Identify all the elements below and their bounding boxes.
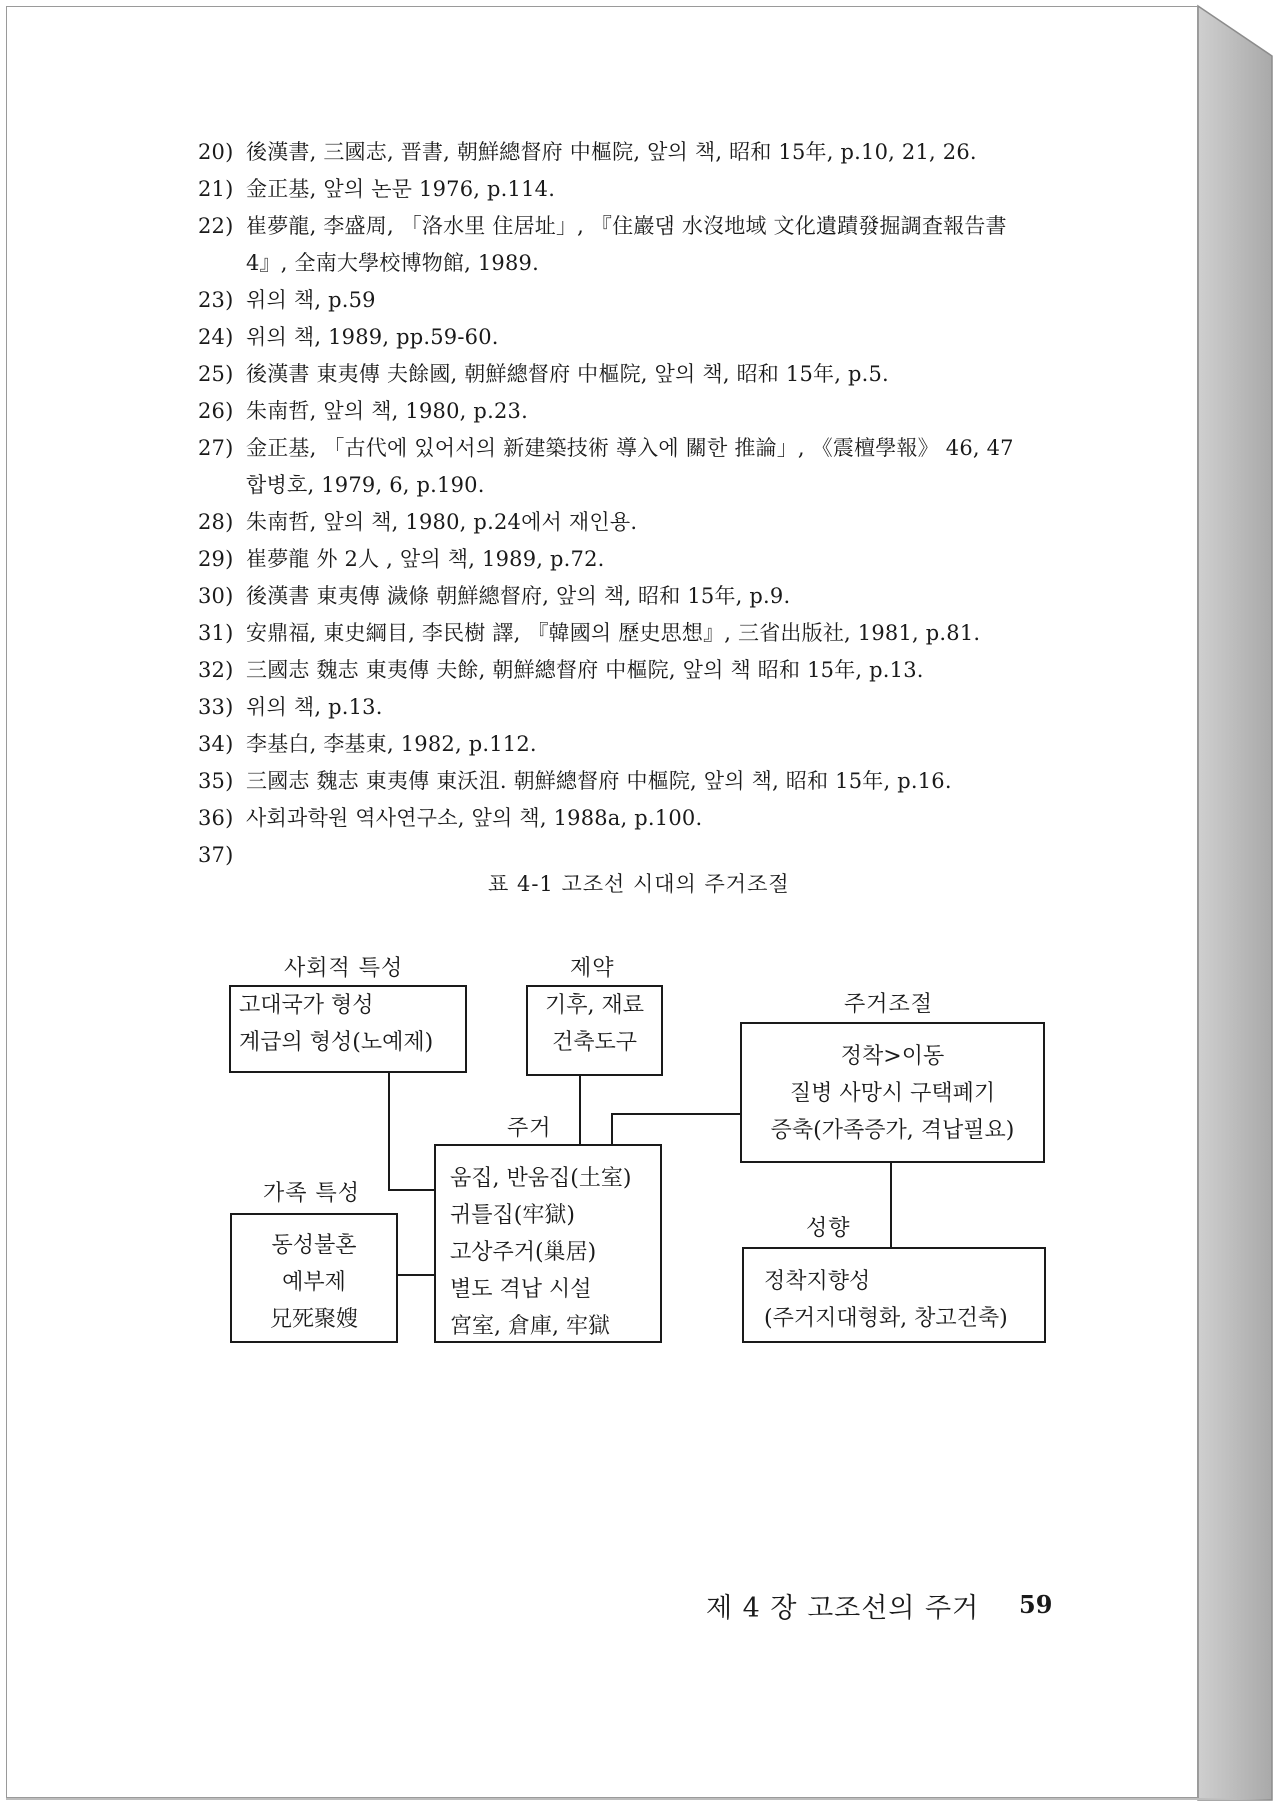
footnote-number: 22) [198,214,234,238]
housing-line: 움집, 반움집(土室) [450,1166,632,1191]
housing-adjust-line: 질병 사망시 구택폐기 [789,1081,996,1106]
social-traits-line: 고대국가 형성 [239,993,374,1018]
tendency-label: 성향 [806,1216,851,1241]
footnote-list [198,134,1098,874]
footnote-text-continued: 합병호, 1979, 6, p.190. [246,473,485,497]
footnote-number: 27) [198,436,234,460]
footnote-number: 29) [198,547,234,571]
footnote-text-block [246,430,1096,504]
tendency-line: 정착지향성 [764,1269,871,1294]
footnote-24 [198,319,1098,356]
footnote-text: 崔夢龍, 李盛周, 「洛水里 住居址」, 『住巖댐 水沒地域 文化遺蹟發掘調査報告書 [246,214,1007,238]
housing-box [434,1144,662,1343]
footnote-text: 朱南哲, 앞의 책, 1980, p.24에서 재인용. [246,510,638,534]
footnote-22 [198,208,1098,282]
family-traits-line: 예부제 [282,1270,346,1295]
footnote-number: 24) [198,325,234,349]
footnote-number: 33) [198,695,234,719]
footnote-text: 朱南哲, 앞의 책, 1980, p.23. [246,399,528,423]
footnote-text: 後漢書 東夷傳 濊條 朝鮮總督府, 앞의 책, 昭和 15年, p.9. [246,584,791,608]
housing-line: 宮室, 倉庫, 牢獄 [450,1314,610,1339]
housing-line: 귀틀집(牢獄) [450,1203,575,1228]
family-traits-label: 가족 특성 [263,1181,361,1206]
housing-adjust-line: 정착>이동 [840,1044,945,1069]
footnote-text: 後漢書 東夷傳 夫餘國, 朝鮮總督府 中樞院, 앞의 책, 昭和 15年, p.5. [246,362,889,386]
footnote-number: 26) [198,399,234,423]
footnote-32 [198,652,1098,689]
footnote-number: 32) [198,658,234,682]
footnote-text: 위의 책, 1989, pp.59-60. [246,325,499,349]
footnote-number: 28) [198,510,234,534]
footnote-number: 30) [198,584,234,608]
footnote-36 [198,800,1098,837]
footnote-number: 21) [198,177,234,201]
constraint-box [526,985,663,1076]
footnote-text: 위의 책, p.13. [246,695,383,719]
footnote-text: 李基白, 李基東, 1982, p.112. [246,732,537,756]
housing-adjust-box [740,1022,1045,1163]
footnote-31 [198,615,1098,652]
footnote-number: 35) [198,769,234,793]
footnote-text: 安鼎福, 東史綱目, 李民樹 譯, 『韓國의 歷史思想』, 三省出版社, 1981, p.81. [246,621,981,645]
footnote-text-block [246,208,1096,282]
footnote-number: 36) [198,806,234,830]
footnote-30 [198,578,1098,615]
footnote-text: 위의 책, p.59 [246,288,376,312]
housing-adjust-line: 증축(가족증가, 격납필요) [770,1118,1015,1143]
family-traits-box [230,1213,398,1343]
constraint-line: 건축도구 [551,1030,637,1055]
footnote-text: 사회과학원 역사연구소, 앞의 책, 1988a, p.100. [246,806,703,830]
tendency-box [742,1247,1046,1343]
footnote-29 [198,541,1098,578]
footnote-text: 三國志 魏志 東夷傳 東沃沮. 朝鮮總督府 中樞院, 앞의 책, 昭和 15年, p.16. [246,769,952,793]
family-traits-line: 동성불혼 [271,1233,357,1258]
footnote-28 [198,504,1098,541]
footnote-text: 金正基, 「古代에 있어서의 新建築技術 導入에 關한 推論」, 《震檀學報》 46, 47 [246,436,1014,460]
housing-label: 주거 [507,1116,552,1141]
social-traits-label: 사회적 특성 [284,956,404,981]
footnote-20 [198,134,1098,171]
footnote-25 [198,356,1098,393]
footnote-21 [198,171,1098,208]
footnote-35 [198,763,1098,800]
footnote-text: 後漢書, 三國志, 晋書, 朝鮮總督府 中樞院, 앞의 책, 昭和 15年, p.10, 21, 26. [246,140,977,164]
footnote-number: 31) [198,621,234,645]
footnote-26 [198,393,1098,430]
social-traits-line: 계급의 형성(노예제) [239,1030,434,1055]
housing-adjust-label: 주거조절 [844,992,934,1017]
footnote-text: 金正基, 앞의 논문 1976, p.114. [246,177,556,201]
constraint-label: 제약 [570,956,615,981]
housing-line: 별도 격납 시설 [450,1277,592,1302]
footnote-text: 崔夢龍 外 2人 , 앞의 책, 1989, p.72. [246,547,605,571]
footnote-number: 37) [198,843,234,867]
footnote-number: 20) [198,140,234,164]
footnote-27 [198,430,1098,504]
table-caption: 표 4-1 고조선 시대의 주거조절 [488,872,790,896]
social-traits-box [229,985,467,1073]
footnote-34 [198,726,1098,763]
footnote-number: 23) [198,288,234,312]
footnote-text: 三國志 魏志 東夷傳 夫餘, 朝鮮總督府 中樞院, 앞의 책 昭和 15年, p.13. [246,658,924,682]
constraint-line: 기후, 재료 [545,993,644,1018]
footnote-number: 34) [198,732,234,756]
running-footer-chapter: 제 4 장 고조선의 주거 [706,1593,980,1624]
housing-line: 고상주거(巢居) [450,1240,597,1265]
family-traits-line: 兄死聚嫂 [269,1307,358,1332]
footnote-number: 25) [198,362,234,386]
tendency-line: (주거지대형화, 창고건축) [764,1306,1008,1331]
footnote-23 [198,282,1098,319]
footnote-33 [198,689,1098,726]
footnote-text-continued: 4』, 全南大學校博物館, 1989. [246,251,539,275]
page-number: 59 [1019,1590,1053,1619]
